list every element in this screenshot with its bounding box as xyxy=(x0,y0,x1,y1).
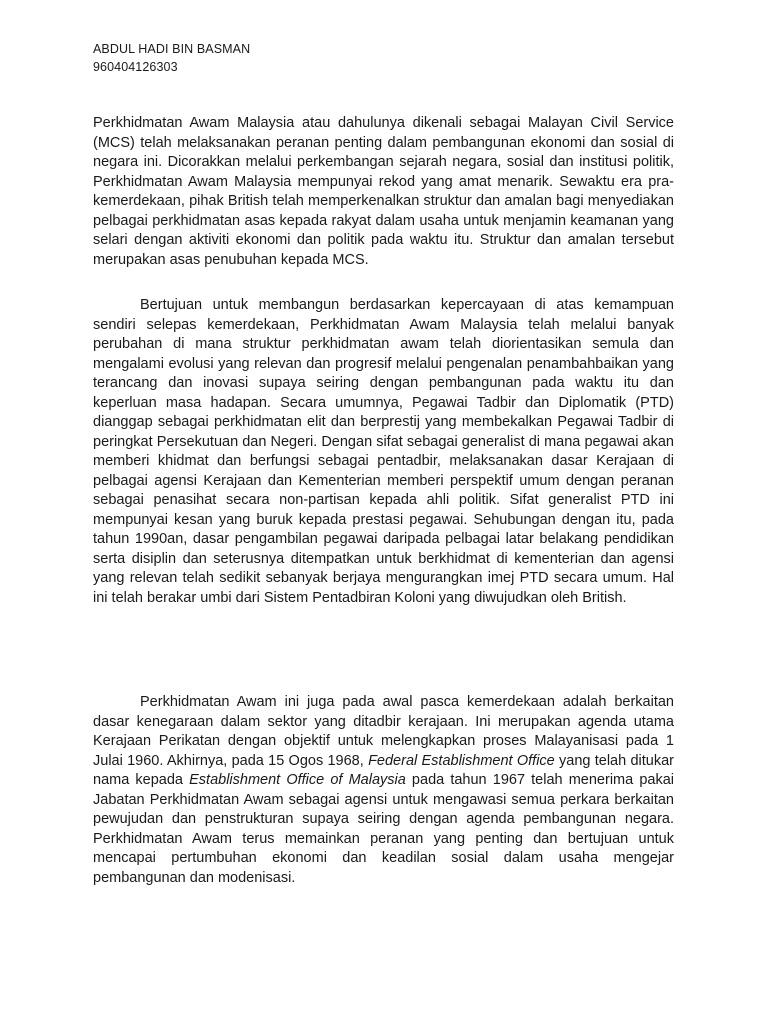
paragraph-3 xyxy=(93,693,674,888)
paragraph-3-italic-establishment-office: Establishment Office of Malaysia xyxy=(189,772,406,788)
document-header xyxy=(93,40,250,76)
paragraph-3-text-e: pada tahun 1967 telah menerima pakai Jabatan Perkhidmatan Awam sebagai agensi untuk mengawasi semua perkara berkaitan pewujudan dan penstrukturan supaya seiring dengan agenda pembangunan negara. Perkhidmatan Awam terus memainkan peranan yang penting dan bertujuan untuk mencapai pertumbuhan ekonomi dan keadilan sosial dalam usaha mengejar pembangunan dan modenisasi. xyxy=(93,772,674,886)
author-id-number: 960404126303 xyxy=(93,60,178,74)
paragraph-3-text-c: yang telah ditukar nama kepada xyxy=(93,752,674,788)
paragraph-3-italic-federal-office: Federal Establishment Office xyxy=(368,752,555,769)
author-name: ABDUL HADI BIN BASMAN xyxy=(93,42,251,56)
paragraph-3-text-a: Perkhidmatan Awam ini juga pada awal pasca kemerdekaan adalah berkaitan dasar kenegaraan dalam sektor yang ditadbir kerajaan. Ini merupakan agenda utama Kerajaan Perikatan dengan objektif untuk melengkapkan proses Malayanisasi pada 1 Julai 1960. Akhirnya, pada 15 Ogos 1968, xyxy=(93,694,674,769)
paragraph-2: Bertujuan untuk membangun berdasarkan kepercayaan di atas kemampuan sendiri selepas kemerdekaan, Perkhidmatan Awam Malaysia telah melalui banyak perubahan di mana struktur perkhidmatan awam telah diorientasikan semula dan mengalami evolusi yang relevan dan progresif melalui pengenalan penambahbaikan yang terancang dan inovasi supaya seiring dengan pembangunan pada waktu itu dan keperluan masa hadapan. Secara umumnya, Pegawai Tadbir dan Diplomatik (PTD) dianggap sebagai perkhidmatan elit dan berprestij yang membekalkan Pegawai Tadbir di peringkat Persekutuan dan Negeri. Dengan sifat sebagai generalist di mana pegawai akan memberi khidmat dan berfungsi sebagai pentadbir, melaksanakan dasar Kerajaan di pelbagai agensi Kerajaan dan Kementerian memberi perspektif umum dengan peranan sebagai penasihat secara non-partisan kepada ahli politik. Sifat generalist PTD ini mempunyai kesan yang buruk kepada prestasi pegawai. Sehubungan dengan itu, pada tahun 1990an, dasar pengambilan pegawai daripada pelbagai latar belakang pendidikan serta disiplin dan seterusnya ditempatkan untuk berkhidmat di kementerian dan agensi yang relevan telah sedikit sebanyak berjaya mengurangkan imej PTD secara umum. Hal ini telah berakar umbi dari Sistem Pentadbiran Koloni yang diwujudkan oleh British. xyxy=(93,297,674,606)
paragraph-1: Perkhidmatan Awam Malaysia atau dahulunya dikenali sebagai Malayan Civil Service (MCS) telah melaksanakan peranan penting dalam pembangunan ekonomi dan sosial di negara ini. Dicorakkan melalui perkembangan sejarah negara, sosial dan institusi politik, Perkhidmatan Awam Malaysia mempunyai rekod yang amat menarik. Sewaktu era pra-kemerdekaan, pihak British telah memperkenalkan struktur dan amalan bagi menyediakan pelbagai perkhidmatan asas kepada rakyat dalam usaha untuk menjamin keamanan yang selari dengan aktiviti ekonomi dan politik pada waktu itu. Struktur dan amalan tersebut merupakan asas penubuhan kepada MCS. xyxy=(93,115,674,268)
